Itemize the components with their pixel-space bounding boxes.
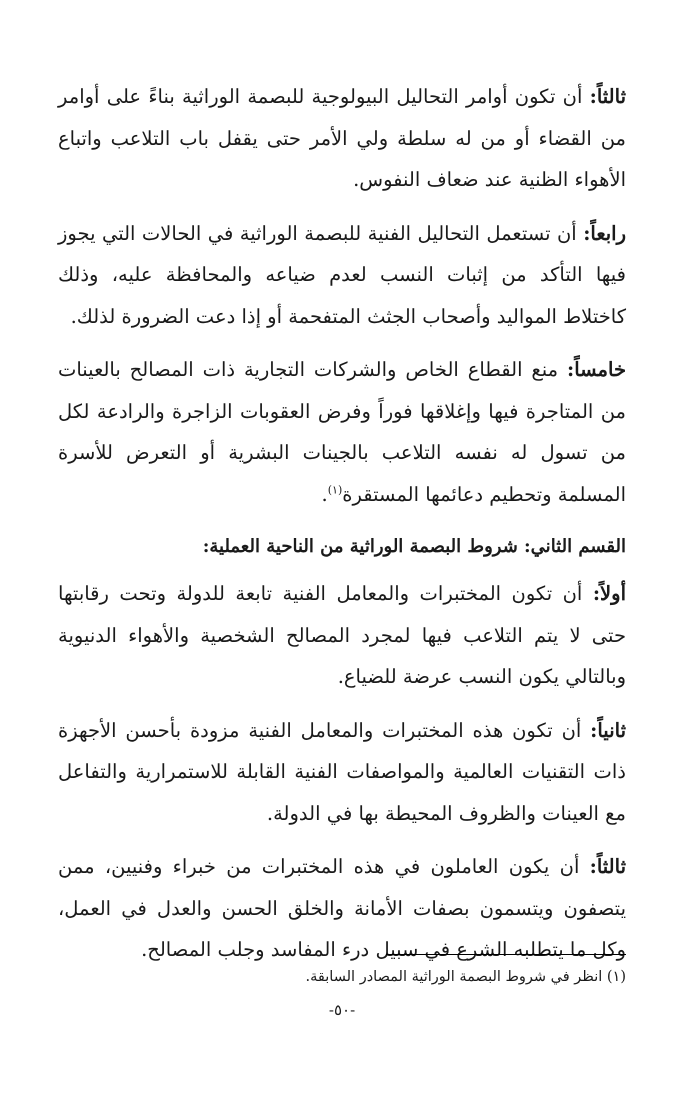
- paragraph-text: أن تستعمل التحاليل الفنية للبصمة الوراثية في الحالات التي يجوز فيها التأكد من إثبات النسب لعدم ضياعه والمحافظة عليه، وذلك كاختلاط المواليد وأصحاب الجثث المتفحمة أو إذا دعت الضرورة لذلك.: [58, 221, 626, 328]
- paragraph-label: خامساً:: [567, 358, 626, 381]
- paragraph-text: منع القطاع الخاص والشركات التجارية ذات المصالح بالعينات من المتاجرة فيها وإغلاقها فوراً وفرض العقوبات الزاجرة والرادعة لكل من تسول له نفسه التلاعب بالجينات البشرية أو التعرض للأسرة المسلمة وتحطيم دعائمها المستقرة: [58, 358, 626, 506]
- paragraph-text: أن تكون أوامر التحاليل البيولوجية للبصمة الوراثية بناءً على أوامر من القضاء أو من له سلطة ولي الأمر حتى يقفل باب التلاعب واتباع الأهواء الظنية عند ضعاف النفوس.: [58, 85, 626, 191]
- footnote-reference: (١): [327, 483, 343, 496]
- paragraph-text: أن يكون العاملون في هذه المختبرات من خبراء وفنيين، ممن يتصفون ويتسمون بصفات الأمانة والخلق الحسن والعدل في العمل، وكل ما يتطلبه الشرع في سبيل درء المفاسد وجلب المصالح.: [58, 855, 626, 961]
- paragraph-label: ثانياً:: [590, 718, 626, 742]
- footnote-divider: [386, 954, 626, 955]
- section-heading: القسم الثاني: شروط البصمة الوراثية من الناحية العملية:: [202, 536, 626, 557]
- footnote: (١) انظر في شروط البصمة الوراثية المصادر السابقة.: [305, 969, 626, 985]
- paragraph-second: [58, 710, 626, 835]
- paragraph-first: [58, 573, 626, 698]
- paragraph-fourth: [58, 213, 626, 338]
- paragraph-text: أن تكون المختبرات والمعامل الفنية تابعة للدولة وتحت رقابتها حتى لا يتم التلاعب فيها لمجرد المصالح الشخصية والأهواء الدنيوية وبالتالي يكون النسب عرضة للضياع.: [58, 582, 626, 688]
- paragraph-fifth: [58, 349, 626, 515]
- page-number: -٥٠-: [328, 1001, 356, 1019]
- paragraph-end: .: [321, 482, 328, 506]
- paragraph-label: رابعاً:: [583, 221, 626, 245]
- paragraph-text: أن تكون هذه المختبرات والمعامل الفنية مزودة بأحسن الأجهزة ذات التقنيات العالمية والمواصفات الفنية القابلة للاستمرارية والتفاعل مع العينات والظروف المحيطة بها في الدولة.: [58, 718, 626, 825]
- paragraph-third-a: [58, 76, 626, 201]
- paragraph-label: ثالثاً:: [589, 85, 626, 108]
- paragraph-label: أولاً:: [592, 582, 626, 605]
- paragraph-label: ثالثاً:: [589, 855, 626, 878]
- paragraph-third-b: [58, 846, 626, 971]
